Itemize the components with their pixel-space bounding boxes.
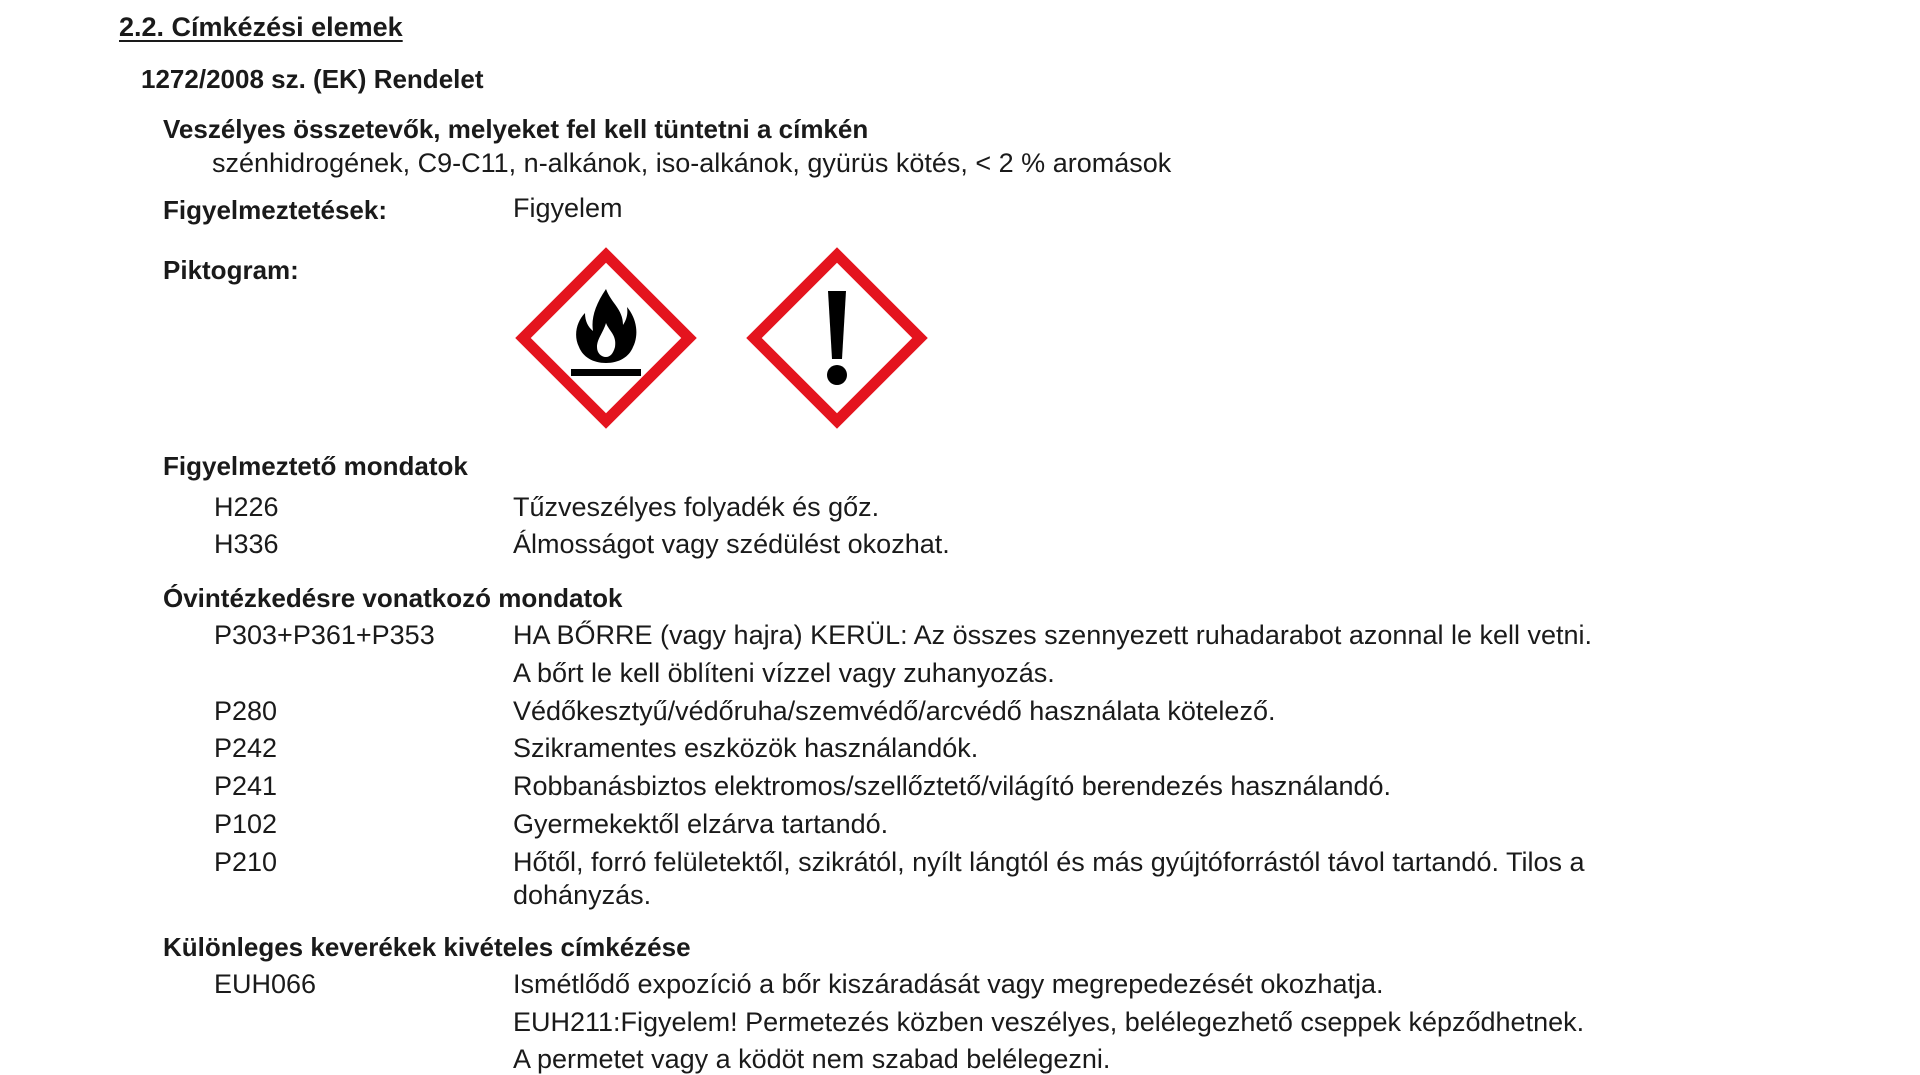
precautionary-text: HA BŐRRE (vagy hajra) KERÜL: Az összes szennyezett ruhadarabot azonnal le kell vetni. — [513, 620, 1593, 650]
precautionary-text: Gyermekektől elzárva tartandó. — [513, 809, 889, 839]
special-labelling-heading: Különleges keverékek kivételes címkézése — [163, 932, 691, 962]
precautionary-text: Védőkesztyű/védőruha/szemvédő/arcvédő használata kötelező. — [513, 696, 1276, 726]
flame-pictogram-icon — [515, 247, 697, 429]
hazard-code: H336 — [214, 529, 279, 559]
special-labelling-line: Ismétlődő expozíció a bőr kiszáradását vagy megrepedezését okozhatja. — [513, 969, 1384, 999]
special-labelling-line: A permetet vagy a ködöt nem szabad belélegezni. — [513, 1044, 1111, 1074]
precautionary-code: P280 — [214, 696, 278, 726]
precautionary-statements-heading: Óvintézkedésre vonatkozó mondatok — [163, 583, 623, 613]
precautionary-text-continued: A bőrt le kell öblíteni vízzel vagy zuhanyozás. — [513, 658, 1055, 688]
precautionary-text: Robbanásbiztos elektromos/szellőztető/világító berendezés használandó. — [513, 771, 1392, 801]
precautionary-code: P303+P361+P353 — [214, 620, 435, 650]
signal-word-label: Figyelmeztetések: — [163, 195, 387, 225]
precautionary-code: P210 — [214, 847, 278, 877]
exclamation-mark-pictogram-icon — [746, 247, 928, 429]
hazard-text: Tűzveszélyes folyadék és gőz. — [513, 492, 880, 522]
signal-word-value: Figyelem — [513, 193, 623, 223]
precautionary-code: P102 — [214, 809, 278, 839]
hazard-statements-heading: Figyelmeztető mondatok — [163, 451, 468, 481]
section-title: 2.2. Címkézési elemek — [119, 12, 403, 42]
precautionary-code: P242 — [214, 733, 278, 763]
pictogram-label: Piktogram: — [163, 255, 299, 285]
precautionary-code: P241 — [214, 771, 278, 801]
hazardous-components-heading: Veszélyes összetevők, melyeket fel kell tüntetni a címkén — [163, 114, 869, 144]
regulation-title: 1272/2008 sz. (EK) Rendelet — [141, 64, 484, 94]
precautionary-text-continued: dohányzás. — [513, 880, 652, 910]
hazardous-components-text: szénhidrogének, C9-C11, n-alkánok, iso-alkánok, gyürüs kötés, < 2 % aromások — [212, 148, 1172, 178]
hazard-text: Álmosságot vagy szédülést okozhat. — [513, 529, 950, 559]
hazard-code: H226 — [214, 492, 279, 522]
precautionary-text: Hőtől, forró felületektől, szikrától, nyílt lángtól és más gyújtóforrástól távol tartandó. Tilos a — [513, 847, 1585, 877]
special-labelling-code: EUH066 — [214, 969, 317, 999]
precautionary-text: Szikramentes eszközök használandók. — [513, 733, 979, 763]
special-labelling-line: EUH211:Figyelem! Permetezés közben veszélyes, belélegezhető cseppek képződhetnek. — [513, 1007, 1585, 1037]
